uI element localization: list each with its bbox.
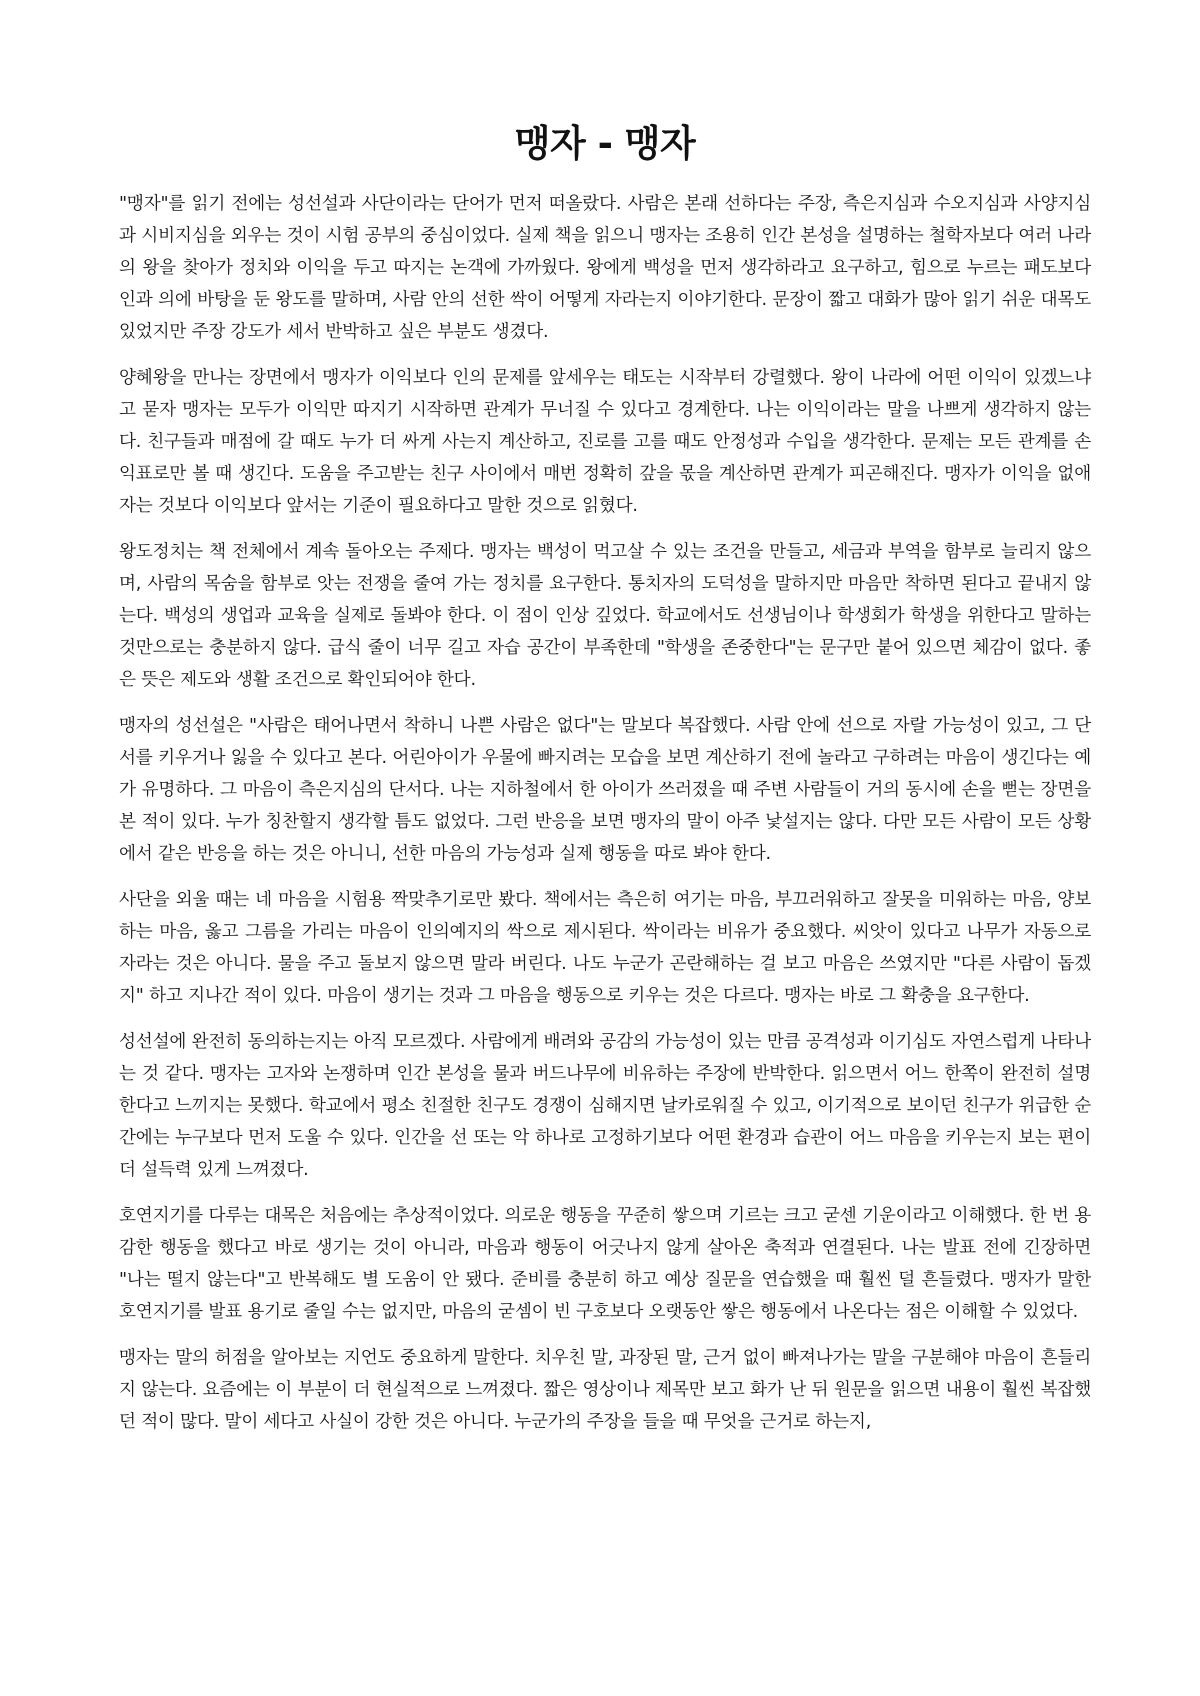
essay-body (119, 188, 1091, 1438)
paragraph-6: 성선설에 완전히 동의하는지는 아직 모르겠다. 사람에게 배려와 공감의 가능성이 있는 만큼 공격성과 이기심도 자연스럽게 나타나는 것 같다. 맹자는 고자와 논쟁하며 인간 본성을 물과 버드나무에 비유하는 주장에 반박한다. 읽으면서 어느 한쪽이 완전히 설명한다고 느끼지는 못했다. 학교에서 평소 친절한 친구도 경쟁이 심해지면 날카로워질 수 있고, 이기적으로 보이던 친구가 위급한 순간에는 누구보다 먼저 도울 수 있다. 인간을 선 또는 악 하나로 고정하기보다 어떤 환경과 습관이 어느 마음을 키우는지 보는 편이 더 설득력 있게 느껴졌다. (119, 1032, 1091, 1180)
paragraph-4: 맹자의 성선설은 "사람은 태어나면서 착하니 나쁜 사람은 없다"는 말보다 복잡했다. 사람 안에 선으로 자랄 가능성이 있고, 그 단서를 키우거나 잃을 수 있다고 본다. 어린아이가 우물에 빠지려는 모습을 보면 계산하기 전에 놀라고 구하려는 마음이 생긴다는 예가 유명하다. 그 마음이 측은지심의 단서다. 나는 지하철에서 한 아이가 쓰러졌을 때 주변 사람들이 거의 동시에 손을 뻗는 장면을 본 적이 있다. 누가 칭찬할지 생각할 틈도 없었다. 그런 반응을 보면 맹자의 말이 아주 낯설지는 않다. 다만 모든 사람이 모든 상황에서 같은 반응을 하는 것은 아니니, 선한 마음의 가능성과 실제 행동을 따로 봐야 한다. (119, 716, 1091, 864)
paragraph-7: 호연지기를 다루는 대목은 처음에는 추상적이었다. 의로운 행동을 꾸준히 쌓으며 기르는 크고 굳센 기운이라고 이해했다. 한 번 용감한 행동을 했다고 바로 생기는 것이 아니라, 마음과 행동이 어긋나지 않게 살아온 축적과 연결된다. 나는 발표 전에 긴장하면 "나는 떨지 않는다"고 반복해도 별 도움이 안 됐다. 준비를 충분히 하고 예상 질문을 연습했을 때 훨씬 덜 흔들렸다. 맹자가 말한 호연지기를 발표 용기로 줄일 수는 없지만, 마음의 굳셈이 빈 구호보다 오랫동안 쌓은 행동에서 나온다는 점은 이해할 수 있었다. (119, 1206, 1091, 1322)
document-title: 맹자 - 맹자 (514, 122, 696, 165)
paragraph-8: 맹자는 말의 허점을 알아보는 지언도 중요하게 말한다. 치우친 말, 과장된 말, 근거 없이 빠져나가는 말을 구분해야 마음이 흔들리지 않는다. 요즘에는 이 부분이 더 현실적으로 느껴졌다. 짧은 영상이나 제목만 보고 화가 난 뒤 원문을 읽으면 내용이 훨씬 복잡했던 적이 많다. 말이 세다고 사실이 강한 것은 아니다. 누군가의 주장을 들을 때 무엇을 근거로 하는지, (119, 1348, 1091, 1432)
paragraph-3: 왕도정치는 책 전체에서 계속 돌아오는 주제다. 맹자는 백성이 먹고살 수 있는 조건을 만들고, 세금과 부역을 함부로 늘리지 않으며, 사람의 목숨을 함부로 앗는 전쟁을 줄여 가는 정치를 요구한다. 통치자의 도덕성을 말하지만 마음만 착하면 된다고 끝내지 않는다. 백성의 생업과 교육을 실제로 돌봐야 한다. 이 점이 인상 깊었다. 학교에서도 선생님이나 학생회가 학생을 위한다고 말하는 것만으로는 충분하지 않다. 급식 줄이 너무 길고 자습 공간이 부족한데 "학생을 존중한다"는 문구만 붙어 있으면 체감이 없다. 좋은 뜻은 제도와 생활 조건으로 확인되어야 한다. (119, 542, 1091, 690)
paragraph-2: 양혜왕을 만나는 장면에서 맹자가 이익보다 인의 문제를 앞세우는 태도는 시작부터 강렬했다. 왕이 나라에 어떤 이익이 있겠느냐고 묻자 맹자는 모두가 이익만 따지기 시작하면 관계가 무너질 수 있다고 경계한다. 나는 이익이라는 말을 나쁘게 생각하지 않는다. 친구들과 매점에 갈 때도 누가 더 싸게 사는지 계산하고, 진로를 고를 때도 안정성과 수입을 생각한다. 문제는 모든 관계를 손익표로만 볼 때 생긴다. 도움을 주고받는 친구 사이에서 매번 정확히 갚을 몫을 계산하면 관계가 피곤해진다. 맹자가 이익을 없애자는 것보다 이익보다 앞서는 기준이 필요하다고 말한 것으로 읽혔다. (119, 368, 1091, 516)
paragraph-1: "맹자"를 읽기 전에는 성선설과 사단이라는 단어가 먼저 떠올랐다. 사람은 본래 선하다는 주장, 측은지심과 수오지심과 사양지심과 시비지심을 외우는 것이 시험 공부의 중심이었다. 실제 책을 읽으니 맹자는 조용히 인간 본성을 설명하는 철학자보다 여러 나라의 왕을 찾아가 정치와 이익을 두고 따지는 논객에 가까웠다. 왕에게 백성을 먼저 생각하라고 요구하고, 힘으로 누르는 패도보다 인과 의에 바탕을 둔 왕도를 말하며, 사람 안의 선한 싹이 어떻게 자라는지 이야기한다. 문장이 짧고 대화가 많아 읽기 쉬운 대목도 있었지만 주장 강도가 세서 반박하고 싶은 부분도 생겼다. (119, 194, 1091, 342)
paragraph-5: 사단을 외울 때는 네 마음을 시험용 짝맞추기로만 봤다. 책에서는 측은히 여기는 마음, 부끄러워하고 잘못을 미워하는 마음, 양보하는 마음, 옳고 그름을 가리는 마음이 인의예지의 싹으로 제시된다. 싹이라는 비유가 중요했다. 씨앗이 있다고 나무가 자동으로 자라는 것은 아니다. 물을 주고 돌보지 않으면 말라 버린다. 나도 누군가 곤란해하는 걸 보고 마음은 쓰였지만 "다른 사람이 돕겠지" 하고 지나간 적이 있다. 마음이 생기는 것과 그 마음을 행동으로 키우는 것은 다르다. 맹자는 바로 그 확충을 요구한다. (119, 890, 1091, 1006)
